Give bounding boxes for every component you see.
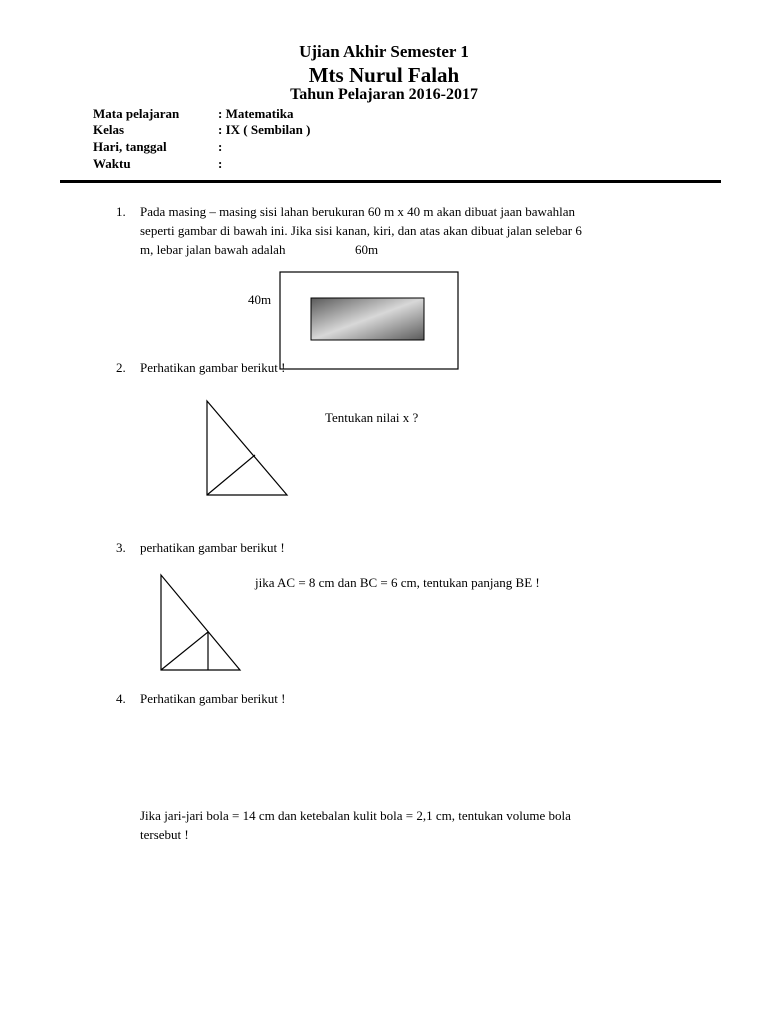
question-3-text: perhatikan gambar berikut ! bbox=[140, 540, 285, 555]
question-1-height-label: 40m bbox=[248, 292, 272, 307]
question-4-line-2: tersebut ! bbox=[140, 827, 189, 842]
question-1-line-2: seperti gambar di bawah ini. Jika sisi kanan, kiri, dan atas akan dibuat jalan selebar 6 bbox=[140, 223, 582, 238]
question-1-line-1: Pada masing – masing sisi lahan berukuran 60 m x 40 m akan dibuat jaan bawahlan bbox=[140, 204, 576, 219]
question-3-number: 3. bbox=[116, 540, 126, 555]
question-1-line-3: m, lebar jalan bawah adalah bbox=[140, 242, 286, 257]
question-3-prompt: jika AC = 8 cm dan BC = 6 cm, tentukan panjang BE ! bbox=[255, 575, 540, 590]
meta-value-date: : bbox=[218, 139, 223, 154]
meta-value-subject: : Matematika bbox=[218, 106, 294, 121]
question-4-text: Perhatikan gambar berikut ! bbox=[140, 691, 286, 706]
meta-value-time: : bbox=[218, 156, 223, 171]
question-1-number: 1. bbox=[116, 204, 126, 219]
question-4-line-1: Jika jari-jari bola = 14 cm dan ketebalan kulit bola = 2,1 cm, tentukan volume bola bbox=[140, 808, 571, 823]
question-2-text: Perhatikan gambar berikut ! bbox=[140, 360, 286, 375]
meta-label-subject: Mata pelajaran bbox=[93, 106, 180, 121]
question-3-triangle-figure bbox=[161, 575, 240, 670]
meta-label-time: Waktu bbox=[93, 156, 131, 171]
land-inner-rectangle bbox=[311, 298, 424, 340]
meta-label-date: Hari, tanggal bbox=[93, 139, 167, 154]
school-name: Mts Nurul Falah bbox=[308, 63, 460, 87]
exam-title: Ujian Akhir Semester 1 bbox=[299, 42, 469, 61]
question-1-width-label: 60m bbox=[355, 242, 379, 257]
academic-year: Tahun Pelajaran 2016-2017 bbox=[290, 86, 478, 103]
question-4-number: 4. bbox=[116, 691, 126, 706]
meta-value-class: : IX ( Sembilan ) bbox=[218, 122, 311, 137]
question-2-triangle-figure bbox=[207, 401, 287, 495]
question-2-prompt: Tentukan nilai x ? bbox=[325, 410, 419, 425]
meta-label-class: Kelas bbox=[93, 122, 125, 137]
question-2-number: 2. bbox=[116, 360, 126, 375]
